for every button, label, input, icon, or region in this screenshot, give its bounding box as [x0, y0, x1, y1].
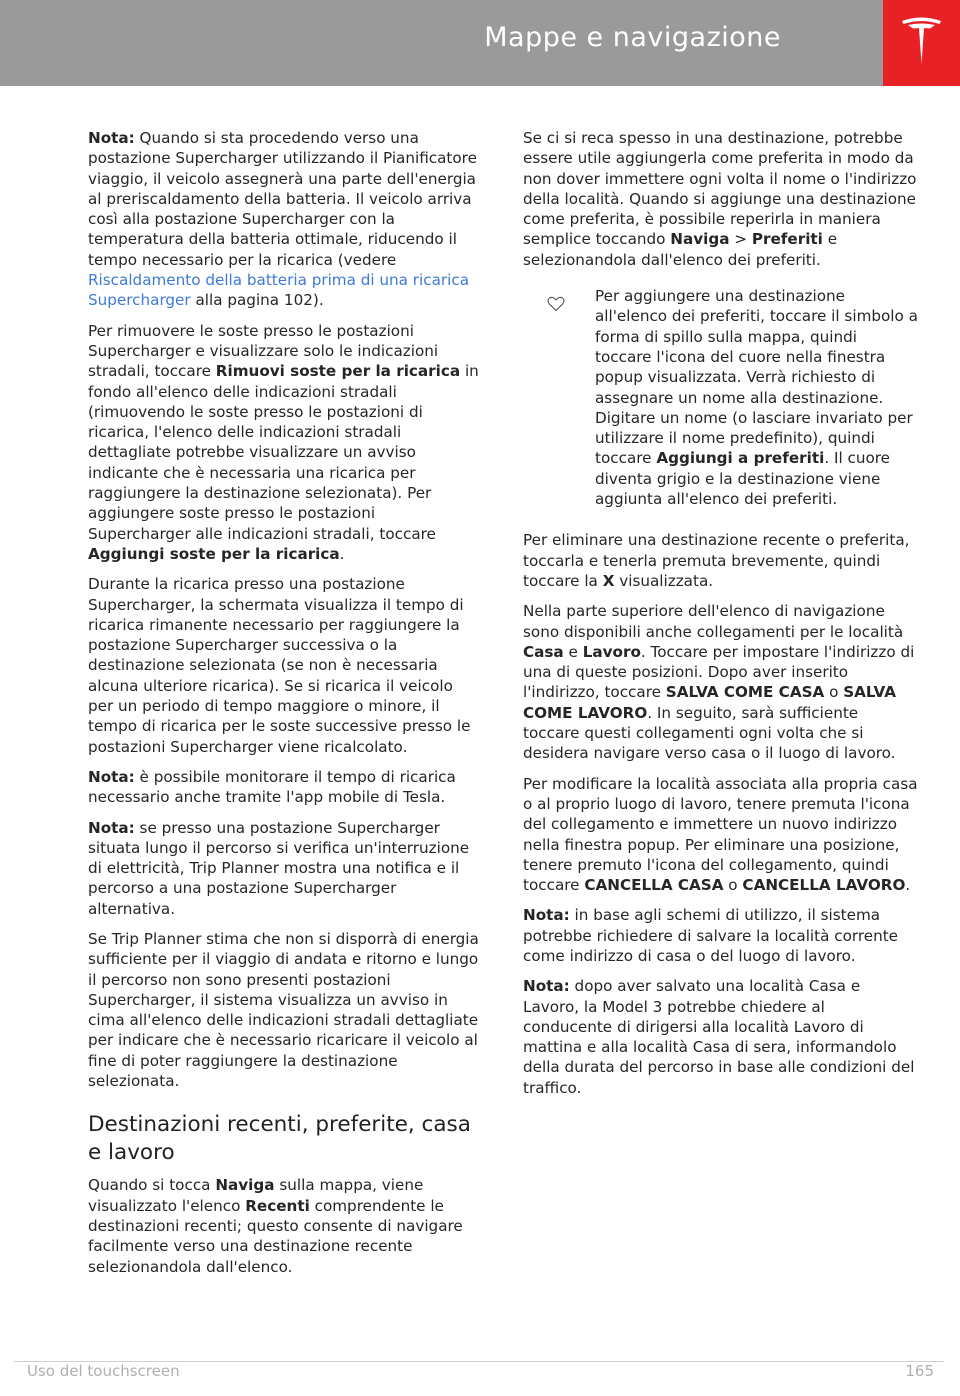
paragraph-text: . — [339, 544, 345, 563]
footer-section: Uso del touchscreen — [27, 1362, 180, 1380]
paragraph-text: Per eliminare una destinazione recente o preferita, toccarla e tenerla premuta brevemente, quindi toccare la — [523, 531, 910, 590]
paragraph-favorites — [523, 128, 918, 270]
note-paragraph-mobile-app — [88, 767, 480, 808]
heart-icon — [547, 296, 565, 317]
ui-term-delete-work: CANCELLA LAVORO — [742, 876, 906, 895]
paragraph-delete-destination — [523, 530, 918, 591]
ui-term-casa: Casa — [523, 642, 564, 661]
ui-term-add-stops: Aggiungi soste per la ricarica — [88, 544, 340, 563]
paragraph-text: Nella parte superiore dell'elenco di navigazione sono disponibili anche collegamenti per le località — [523, 602, 904, 641]
note-paragraph-usage-patterns — [523, 905, 918, 966]
paragraph-text: . In seguito, sarà sufficiente toccare questi collegamenti ogni volta che si desidera navigare verso casa o il luogo di lavoro. — [523, 703, 896, 763]
tip-add-favorite — [523, 286, 918, 509]
paragraph-text: in fondo all'elenco delle indicazioni stradali (rimuovendo le soste presso le postazioni di ricarica, l'elenco delle indicazioni stradali dettagliate potrebbe visualizzare un avviso indicante che è necessaria una ricarica per raggiungere la destinazione selezionata). Per aggiungere soste presso le postazioni Supercharger alle indicazioni stradali, toccare — [88, 362, 479, 543]
note-label: Nota: — [88, 129, 135, 147]
page-header — [0, 0, 883, 86]
note-paragraph-power-outage — [88, 818, 480, 919]
ui-term-save-home: SALVA COME CASA — [665, 683, 825, 702]
ui-term-recenti: Recenti — [245, 1196, 310, 1215]
ui-term-naviga: Naviga — [670, 230, 730, 249]
section-heading: Destinazioni recenti, preferite, casa e lavoro — [88, 1112, 471, 1166]
ui-term-preferiti: Preferiti — [751, 230, 823, 249]
page-number: 165 — [905, 1362, 934, 1380]
ui-term-save-work: SALVA COME LAVORO — [523, 683, 896, 722]
paragraph-modify-location — [523, 774, 918, 896]
note-label: Nota: — [523, 977, 570, 996]
paragraph-text: Per rimuovere le soste presso le postazioni Supercharger e visualizzare solo le indicazioni stradali, toccare — [88, 321, 439, 381]
paragraph-text: o — [824, 683, 844, 702]
note-label: Nota: — [523, 906, 570, 925]
paragraph-text: Per aggiungere una destinazione all'elenco dei preferiti, toccare il simbolo a forma di spillo sulla mappa, quindi toccare l'icona del cuore nella finestra popup visualizzata. Verrà richiesto di assegnare un nome alla destinazione. Digitare un nome (o lasciare invariato per utilizzare il nome predefinito), quindi toccare — [595, 287, 918, 468]
note-label: Nota: — [88, 767, 135, 786]
paragraph-text: in base agli schemi di utilizzo, il sistema potrebbe richiedere di salvare la località corrente come indirizzo di casa o del luogo di lavoro. — [523, 906, 899, 965]
tesla-logo-badge — [883, 0, 960, 86]
paragraph-text: alla pagina 102). — [190, 291, 324, 310]
paragraph-text: . — [905, 876, 911, 895]
paragraph-text: se presso una postazione Supercharger situata lungo il percorso si verifica un'interruzione di elettricità, Trip Planner mostra una notifica e il percorso a una postazione Supercharger alternativa. — [88, 818, 470, 918]
ui-term-lavoro: Lavoro — [582, 642, 641, 661]
paragraph-charging-time: Durante la ricarica presso una postazione Supercharger, la schermata visualizza il tempo di ricarica rimanente necessario per raggiungere la postazione Supercharger successiva o la destinazione selezionata (se non è necessaria alcuna ulteriore ricarica). Se si ricarica il veicolo per un periodo di tempo maggiore o minore, il tempo di ricarica per le soste successive presso le postazioni Supercharger viene ricalcolato. — [88, 575, 471, 756]
paragraph-text: Per modificare la località associata alla propria casa o al proprio luogo di lavoro, tenere premuta l'icona del collegamento e immettere un nuovo indirizzo nella finestra popup. Per eliminare una posizione, tenere premuto l'icona del collegamento, quindi toccare — [523, 774, 918, 895]
paragraph-text: è possibile monitorare il tempo di ricarica necessario anche tramite l'app mobile di Tesla. — [88, 767, 456, 807]
header-title: Mappe e navigazione — [484, 22, 781, 53]
tesla-logo-icon — [900, 15, 943, 67]
ui-term-remove-stops: Rimuovi soste per la ricarica — [215, 362, 461, 381]
paragraph-text: sulla mappa, viene visualizzato l'elenco — [88, 1176, 424, 1215]
paragraph-text: o — [723, 876, 743, 895]
link-battery-preheating[interactable]: Riscaldamento della batteria prima di una ricarica Supercharger — [88, 271, 470, 310]
paragraph-recents — [88, 1175, 480, 1276]
paragraph-text: Quando si tocca — [88, 1176, 216, 1195]
paragraph-text: visualizzata. — [614, 571, 714, 590]
note-paragraph-preheat — [88, 128, 480, 311]
paragraph-text: dopo aver salvato una località Casa e Lavoro, la Model 3 potrebbe chiedere al conducente di dirigersi alla località Lavoro di mattina e alla località Casa di sera, informandolo della durata del percorso in base alle condizioni del traffico. — [523, 977, 915, 1097]
paragraph-text: Quando si sta procedendo verso una postazione Supercharger utilizzando il Pianificatore viaggio, il veicolo assegnerà una parte dell'energia al preriscaldamento della batteria. Il veicolo arriva così alla postazione Supercharger con la temperatura della batteria ottimale, riducendo il tempo necessario per la ricarica (vedere — [88, 129, 477, 269]
paragraph-insufficient-energy: Se Trip Planner stima che non si disporrà di energia sufficiente per il viaggio di andata e ritorno e lungo il percorso non sono presenti postazioni Supercharger, il sistema visualizza un avviso in cima all'elenco delle indicazioni stradali dettagliate per indicare che è necessario ricaricare il veicolo al fine di poter raggiungere la destinazione selezionata. — [88, 929, 479, 1091]
paragraph-text: e selezionandola dall'elenco dei preferiti. — [523, 230, 838, 269]
paragraph-text: Se ci si reca spesso in una destinazione, potrebbe essere utile aggiungerla come preferita in modo da non dover immettere ogni volta il nome o l'indirizzo della località. Quando si aggiunge una destinazione come preferita, è possibile reperirla in maniera semplice toccando — [523, 129, 917, 249]
ui-term-x: X — [602, 571, 615, 590]
paragraph-text: comprendente le destinazioni recenti; questo consente di navigare facilmente verso una destinazione recente selezionandola dall'elenco. — [88, 1196, 463, 1276]
ui-term-add-favorite: Aggiungi a preferiti — [656, 449, 825, 468]
paragraph-home-work — [523, 601, 918, 763]
note-paragraph-commute — [523, 976, 918, 1098]
paragraph-text: . Toccare per impostare l'indirizzo di una di queste posizioni. Dopo aver inserito l'indirizzo, toccare — [523, 642, 915, 702]
path-separator: > — [729, 230, 752, 249]
paragraph-text: . Il cuore diventa grigio e la destinazione viene aggiunta all'elenco dei preferiti. — [595, 449, 891, 509]
ui-term-delete-home: CANCELLA CASA — [584, 876, 724, 895]
left-column — [88, 128, 480, 1287]
paragraph-remove-stops — [88, 321, 480, 565]
paragraph-text: e — [563, 642, 583, 661]
ui-term-naviga: Naviga — [215, 1176, 275, 1195]
tip-text — [595, 286, 918, 509]
right-column — [523, 128, 918, 1108]
note-label: Nota: — [88, 818, 135, 837]
